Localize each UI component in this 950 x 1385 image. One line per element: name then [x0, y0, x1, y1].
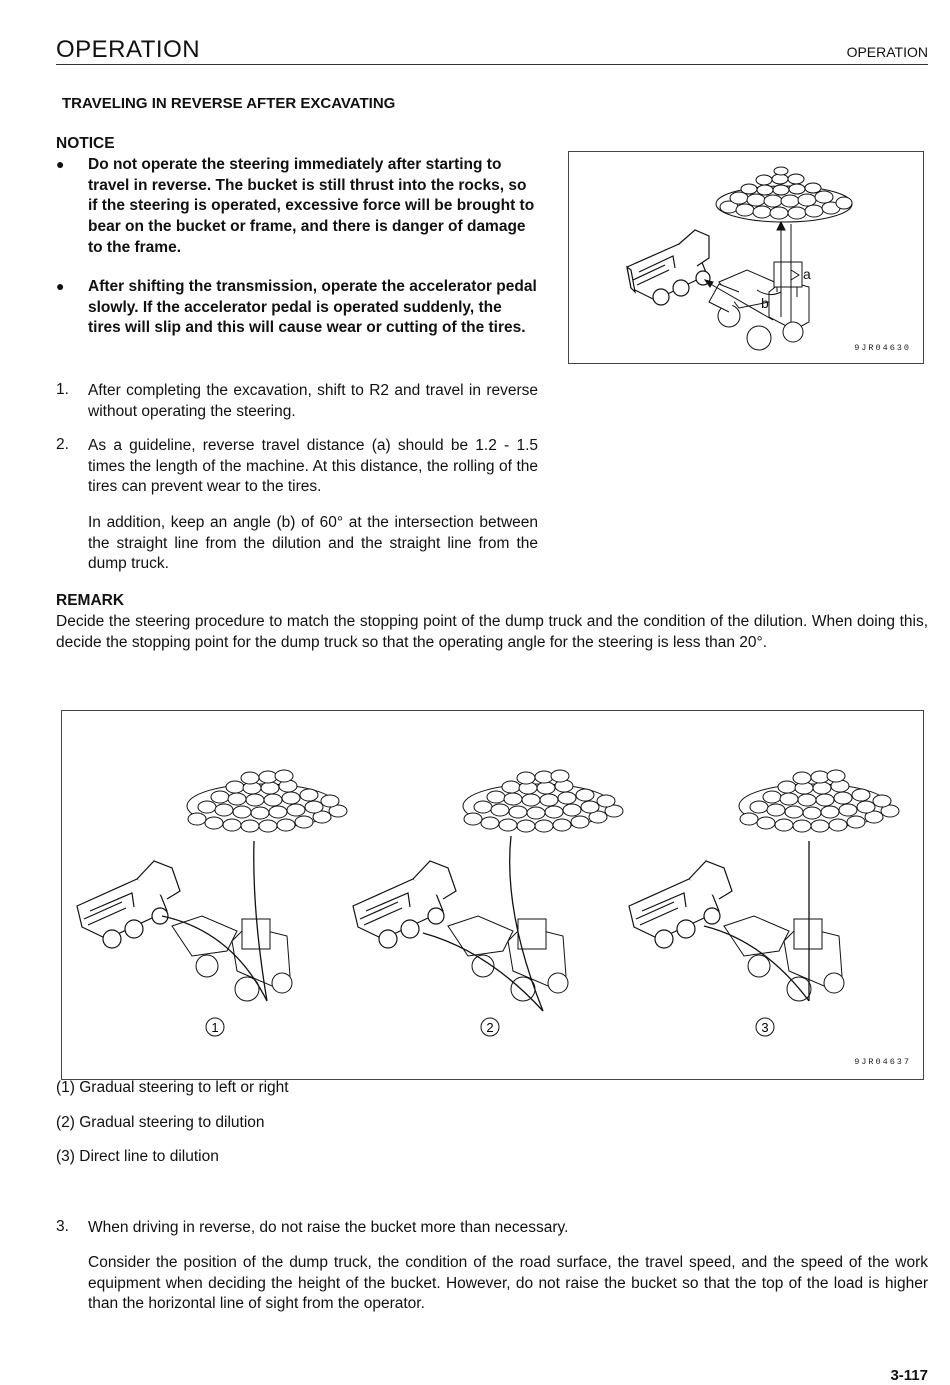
step-2-number: 2. [56, 436, 69, 453]
header-divider [56, 64, 928, 65]
figure-1-label-a: a [803, 266, 811, 282]
notice-heading: NOTICE [56, 135, 115, 152]
figure-2-marker-2 [481, 1018, 499, 1036]
svg-text:1: 1 [211, 1020, 219, 1035]
figure-2-code: 9JR04637 [854, 1057, 911, 1067]
figure-1-label-b: b [761, 295, 769, 311]
figure-loader-reverse [568, 151, 924, 364]
rock-pile-icon [716, 167, 852, 222]
step-3-extra: Consider the position of the dump truck, the condition of the road surface, the travel speed, and the speed of the work equipment when deciding the height of the bucket. However, do not raise the bucket so that the top of the load is higher than the horizontal line of sight from the operator. [88, 1254, 928, 1313]
remark-text: Decide the steering procedure to match the stopping point of the dump truck and the condition of the dilution. When doing this, decide the stopping point for the dump truck so that the operating angle for the steering is less than 20°. [56, 613, 928, 651]
caption-1: (1) Gradual steering to left or right [56, 1079, 289, 1096]
figure-steering-methods [61, 710, 924, 1080]
svg-text:3: 3 [761, 1020, 769, 1035]
bullet-icon: ● [56, 278, 65, 294]
wheel-loader-icon [709, 262, 809, 350]
caption-2: (2) Gradual steering to dilution [56, 1114, 265, 1131]
figure-2-illustration [62, 711, 923, 1079]
step-2-extra: In addition, keep an angle (b) of 60° at the intersection between the straight line from the dilution and the straight line from the dump truck. [88, 514, 538, 573]
bullet-icon: ● [56, 156, 65, 172]
notice-bullet-1: Do not operate the steering immediately after starting to travel in reverse. The bucket is still thrust into the rocks, so if the steering is operated, excessive force will be brought to bear on the bucket or frame, and there is danger of damage to the frame. [88, 156, 535, 256]
figure-1-code: 9JR04630 [854, 343, 911, 353]
figure-2-marker-1 [206, 1018, 224, 1036]
caption-3: (3) Direct line to dilution [56, 1148, 219, 1165]
page-number: 3-117 [890, 1367, 928, 1384]
figure-2-marker-3 [756, 1018, 774, 1036]
svg-text:2: 2 [486, 1020, 494, 1035]
remark-heading: REMARK [56, 592, 125, 609]
section-title: TRAVELING IN REVERSE AFTER EXCAVATING [62, 95, 396, 112]
step-3-number: 3. [56, 1218, 69, 1235]
dump-truck-icon [627, 230, 710, 305]
figure-1-illustration [569, 152, 923, 363]
steering-panel-2 [353, 770, 623, 1011]
step-3-text: When driving in reverse, do not raise the bucket more than necessary. [88, 1219, 569, 1236]
steering-panel-1 [77, 770, 347, 1001]
step-2-text: As a guideline, reverse travel distance (a) should be 1.2 - 1.5 times the length of the machine. At this distance, the rolling of the tires can prevent wear to the tires. [88, 437, 538, 496]
step-1-number: 1. [56, 381, 69, 398]
header-title-left: OPERATION [56, 36, 201, 63]
steering-panel-3 [629, 770, 899, 1001]
step-1-text: After completing the excavation, shift to R2 and travel in reverse without operating the steering. [88, 382, 538, 420]
notice-bullet-2: After shifting the transmission, operate the accelerator pedal slowly. If the accelerator pedal is operated suddenly, the tires will slip and this will cause wear or cutting of the tires. [88, 278, 537, 337]
header-title-right: OPERATION [846, 44, 928, 60]
